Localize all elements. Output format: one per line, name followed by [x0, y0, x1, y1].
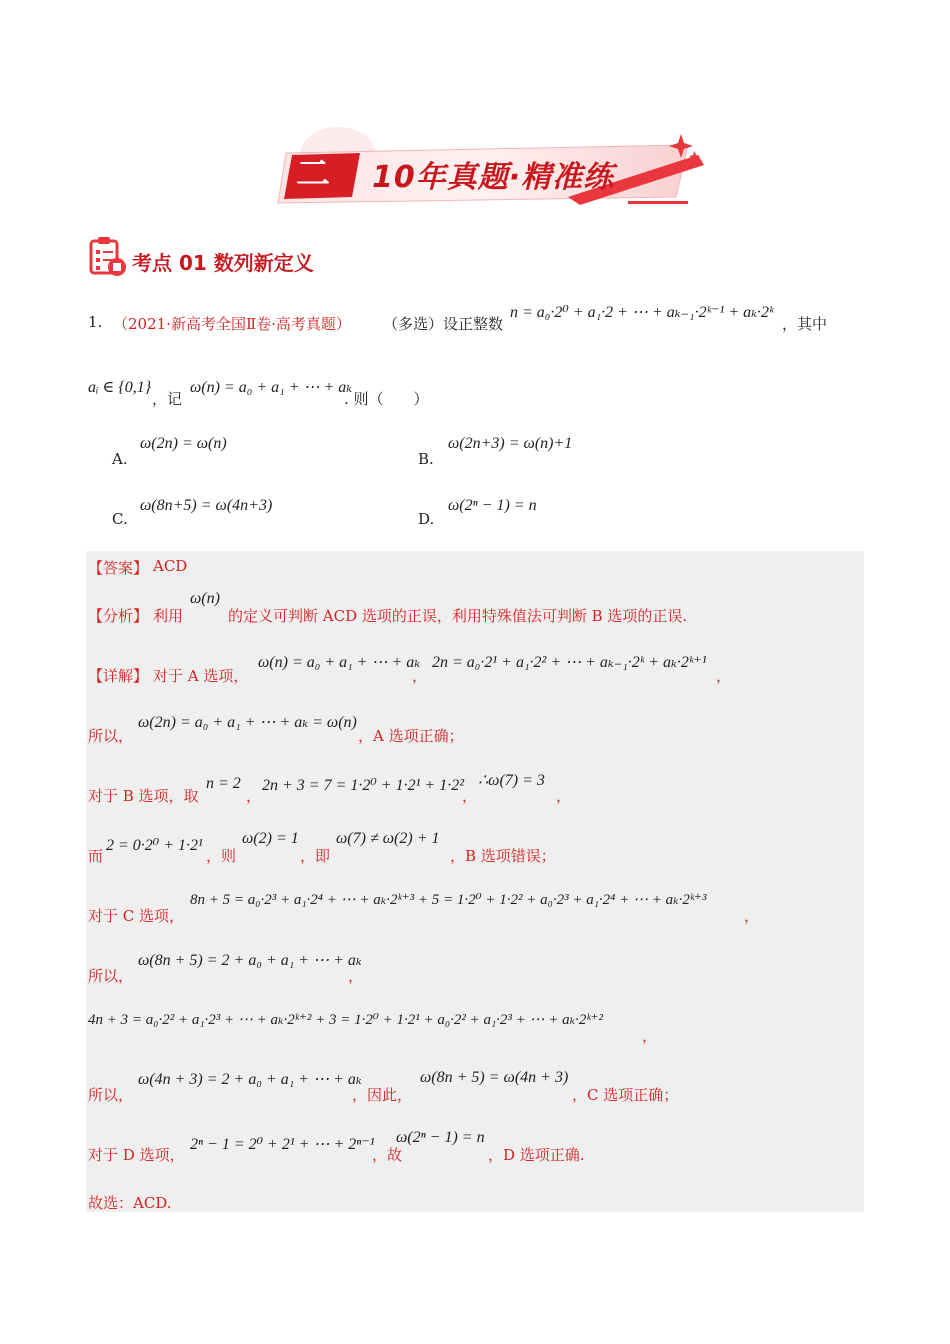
line3-sep-1: ， [246, 787, 262, 805]
clipboard-icon [88, 235, 128, 277]
detail-formula-2: 2n = a₀·2¹ + a₁·2² + ⋯ + aₖ₋₁·2ᵏ + aₖ·2ᵏ⁺¹ [432, 654, 707, 671]
question-formula: n = a₀·2⁰ + a₁·2 + ⋯ + aₖ₋₁·2ᵏ⁻¹ + aₖ·2ᵏ [510, 304, 774, 321]
line2-formula: ω(2n) = a₀ + a₁ + ⋯ + aₖ = ω(n) [138, 714, 357, 731]
line3-sep-2: ， [462, 787, 478, 805]
line4-text-b: ，则 [206, 847, 237, 865]
answer-tag: 【答案】 [88, 559, 149, 577]
line5-text-a: 对于 C 选项， [88, 907, 185, 925]
line4-formula-1: 2 = 0·2⁰ + 1·2¹ [106, 837, 203, 854]
option-b-formula: ω(2n+3) = ω(n)+1 [448, 435, 573, 452]
line2-text-b: ，A 选项正确； [358, 727, 464, 745]
banner-number: 二 [296, 154, 330, 194]
question-where: ，其中 [782, 315, 828, 333]
line8-formula-2: ω(8n + 5) = ω(4n + 3) [420, 1069, 569, 1086]
line4-text-c: ，即 [300, 847, 331, 865]
line4-text-a: 而 [88, 847, 104, 865]
line3-text-a: 对于 B 选项，取 [88, 787, 199, 805]
line4-formula-2: ω(2) = 1 [242, 830, 299, 847]
line5-end: ， [744, 907, 760, 925]
option-d-label: D. [418, 510, 435, 528]
line4-formula-3: ω(7) ≠ ω(2) + 1 [336, 830, 440, 847]
question-note-prefix: ，记 [152, 390, 183, 408]
option-c-formula: ω(8n+5) = ω(4n+3) [140, 497, 273, 514]
analysis-formula: ω(n) [190, 590, 220, 607]
question-ask: . 则（ ） [344, 390, 429, 408]
line7-end: ， [642, 1027, 658, 1045]
omega-definition: ω(n) = a₀ + a₁ + ⋯ + aₖ [190, 379, 353, 396]
analysis-text-b: 的定义可判断 ACD 选项的正误，利用特殊值法可判断 B 选项的正误. [228, 607, 688, 625]
line9-formula-2: ω(2ⁿ − 1) = n [396, 1129, 485, 1146]
line8-text-a: 所以， [88, 1086, 134, 1104]
line8-text-c: ，C 选项正确； [572, 1086, 679, 1104]
analysis-text-a: 利用 [153, 607, 184, 625]
line2-text-a: 所以， [88, 727, 134, 745]
detail-formula-1: ω(n) = a₀ + a₁ + ⋯ + aₖ [258, 654, 421, 671]
option-d-formula: ω(2ⁿ − 1) = n [448, 497, 537, 514]
answer-value: ACD [153, 557, 188, 575]
banner-title: 10年真题·精准练 [372, 160, 615, 195]
option-a-formula: ω(2n) = ω(n) [140, 435, 227, 452]
line5-formula: 8n + 5 = a₀·2³ + a₁·2⁴ + ⋯ + aₖ·2ᵏ⁺³ + 5 = 1·2⁰ + 1·2² + a₀·2³ + a₁·2⁴ + ⋯ + aₖ·2ᵏ⁺³ [190, 892, 707, 908]
option-c-label: C. [112, 510, 128, 528]
option-a-label: A. [112, 450, 128, 468]
line7-formula: 4n + 3 = a₀·2² + a₁·2³ + ⋯ + aₖ·2ᵏ⁺² + 3 = 1·2⁰ + 1·2¹ + a₀·2² + a₁·2³ + ⋯ + aₖ·2ᵏ⁺² [88, 1012, 604, 1028]
detail-comma: ， [412, 667, 428, 685]
line9-text-a: 对于 D 选项， [88, 1146, 185, 1164]
line3-formula-3: ∴ω(7) = 3 [478, 772, 545, 789]
answer-box [86, 551, 864, 1212]
detail-end: ， [716, 667, 732, 685]
question-number: 1. [88, 313, 103, 331]
line8-formula-1: ω(4n + 3) = 2 + a₀ + a₁ + ⋯ + aₖ [138, 1071, 362, 1088]
detail-tag: 【详解】 [88, 667, 149, 685]
line3-formula-2: 2n + 3 = 7 = 1·2⁰ + 1·2¹ + 1·2² [262, 777, 464, 794]
line3-formula-1: n = 2 [206, 775, 241, 792]
line9-text-b: ，故 [372, 1146, 403, 1164]
line6-end: ， [348, 967, 364, 985]
analysis-tag: 【分析】 [88, 607, 149, 625]
option-b-label: B. [418, 450, 434, 468]
detail-text-a: 对于 A 选项， [153, 667, 249, 685]
line4-text-d: ，B 选项错误； [450, 847, 556, 865]
line9-formula-1: 2ⁿ − 1 = 2⁰ + 2¹ + ⋯ + 2ⁿ⁻¹ [190, 1136, 375, 1153]
final-answer: 故选：ACD. [88, 1194, 172, 1212]
line8-text-b: ，因此， [352, 1086, 413, 1104]
line6-formula: ω(8n + 5) = 2 + a₀ + a₁ + ⋯ + aₖ [138, 952, 362, 969]
section-title: 考点 01 数列新定义 [132, 251, 314, 275]
line3-end: ， [556, 787, 572, 805]
question-source: （2021·新高考全国Ⅱ卷·高考真题） [113, 315, 351, 333]
question-type: （多选）设正整数 [383, 315, 504, 333]
line9-text-c: ，D 选项正确. [488, 1146, 585, 1164]
question-condition: aᵢ ∈ {0,1} [88, 379, 152, 396]
line6-text-a: 所以， [88, 967, 134, 985]
